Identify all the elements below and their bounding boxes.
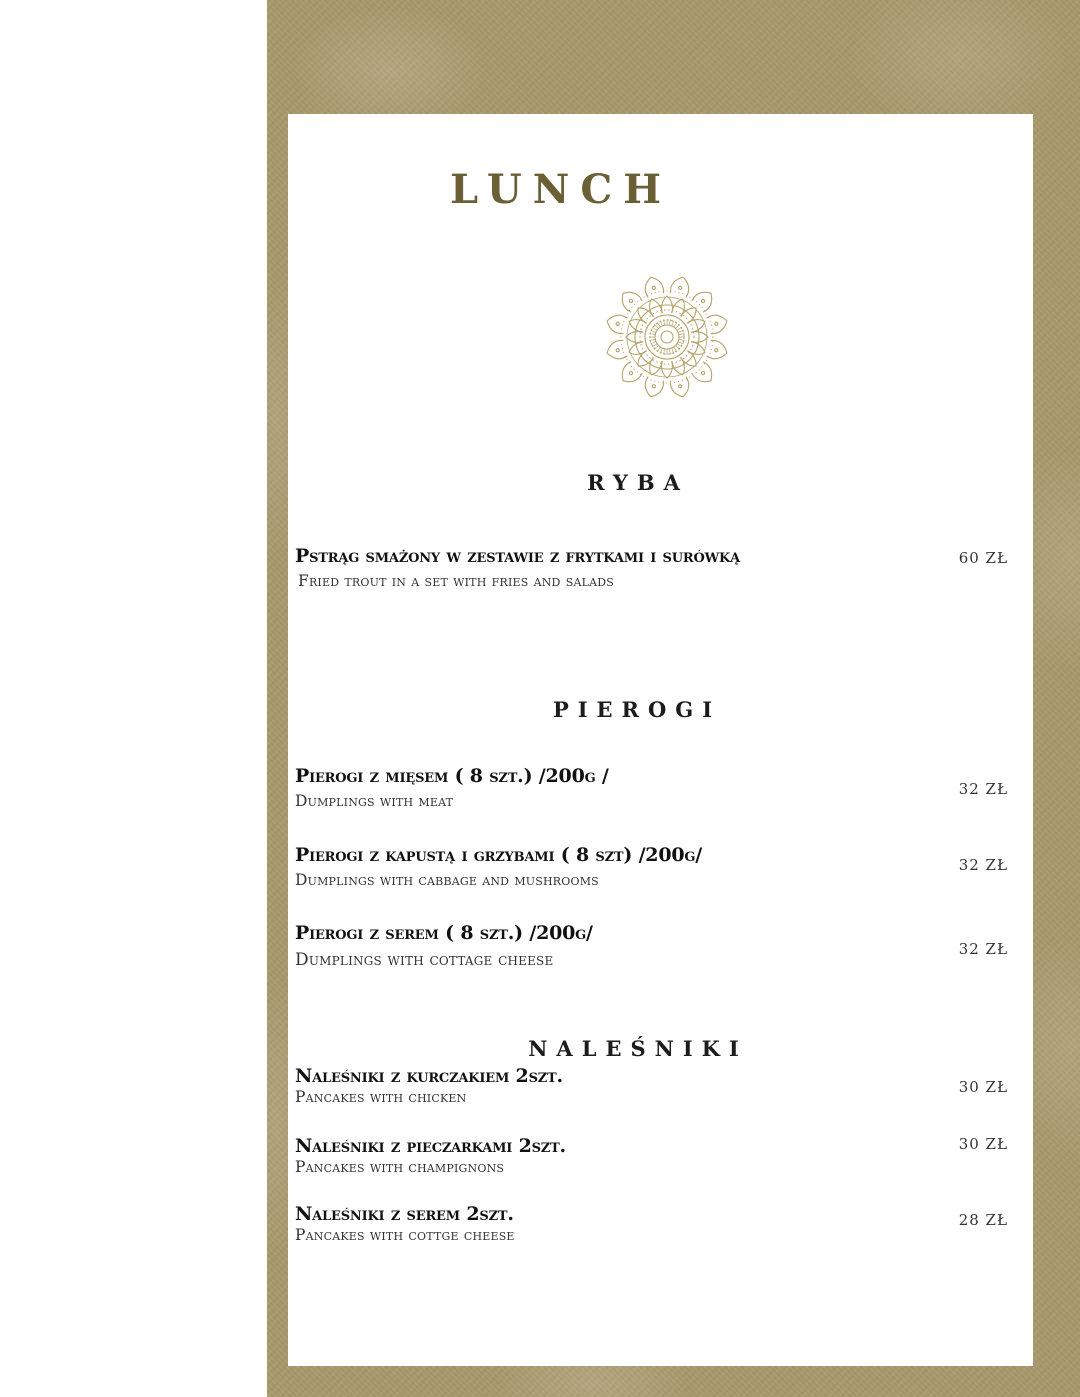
menu-item-description: Pancakes with champignons — [295, 1158, 505, 1176]
section-heading-ryba: RYBA — [587, 470, 689, 495]
menu-item-price: 30 ZŁ — [958, 1135, 1008, 1153]
menu-title: LUNCH — [449, 166, 672, 213]
menu-item-description: Pancakes with cottge cheese — [295, 1226, 515, 1244]
menu-item-description: Dumplings with cottage cheese — [295, 950, 554, 970]
menu-item-price: 32 ZŁ — [958, 780, 1008, 798]
menu-item-name: Pstrąg smażony w zestawie z frytkami i surówką — [295, 545, 740, 567]
menu-item-description: Dumplings with meat — [295, 792, 454, 810]
menu-item-price: 32 ZŁ — [958, 940, 1008, 958]
menu-item-name: Pierogi z mięsem ( 8 szt.) /200g / — [295, 765, 609, 787]
menu-item-name: Naleśniki z pieczarkami 2szt. — [295, 1135, 566, 1157]
menu-item-price: 30 ZŁ — [958, 1078, 1008, 1096]
menu-item-name: Pierogi z kapustą i grzybami ( 8 szt) /200g/ — [295, 844, 703, 866]
menu-item-name: Pierogi z serem ( 8 szt.) /200g/ — [295, 922, 593, 944]
section-heading-pierogi: PIEROGI — [552, 697, 722, 722]
menu-item-price: 60 ZŁ — [958, 549, 1008, 567]
menu-item-price: 32 ZŁ — [958, 856, 1008, 874]
section-heading-nalesniki: NALEŚNIKI — [528, 1036, 748, 1061]
menu-item-description: Pancakes with chicken — [295, 1088, 467, 1106]
menu-item-name: Naleśniki z serem 2szt. — [295, 1203, 514, 1225]
mandala-icon — [602, 272, 732, 402]
menu-item-description: Fried trout in a set with fries and salads — [298, 572, 614, 590]
menu-item-description: Dumplings with cabbage and mushrooms — [295, 871, 599, 889]
menu-item-name: Naleśniki z kurczakiem 2szt. — [295, 1065, 563, 1087]
menu-item-price: 28 ZŁ — [958, 1211, 1008, 1229]
